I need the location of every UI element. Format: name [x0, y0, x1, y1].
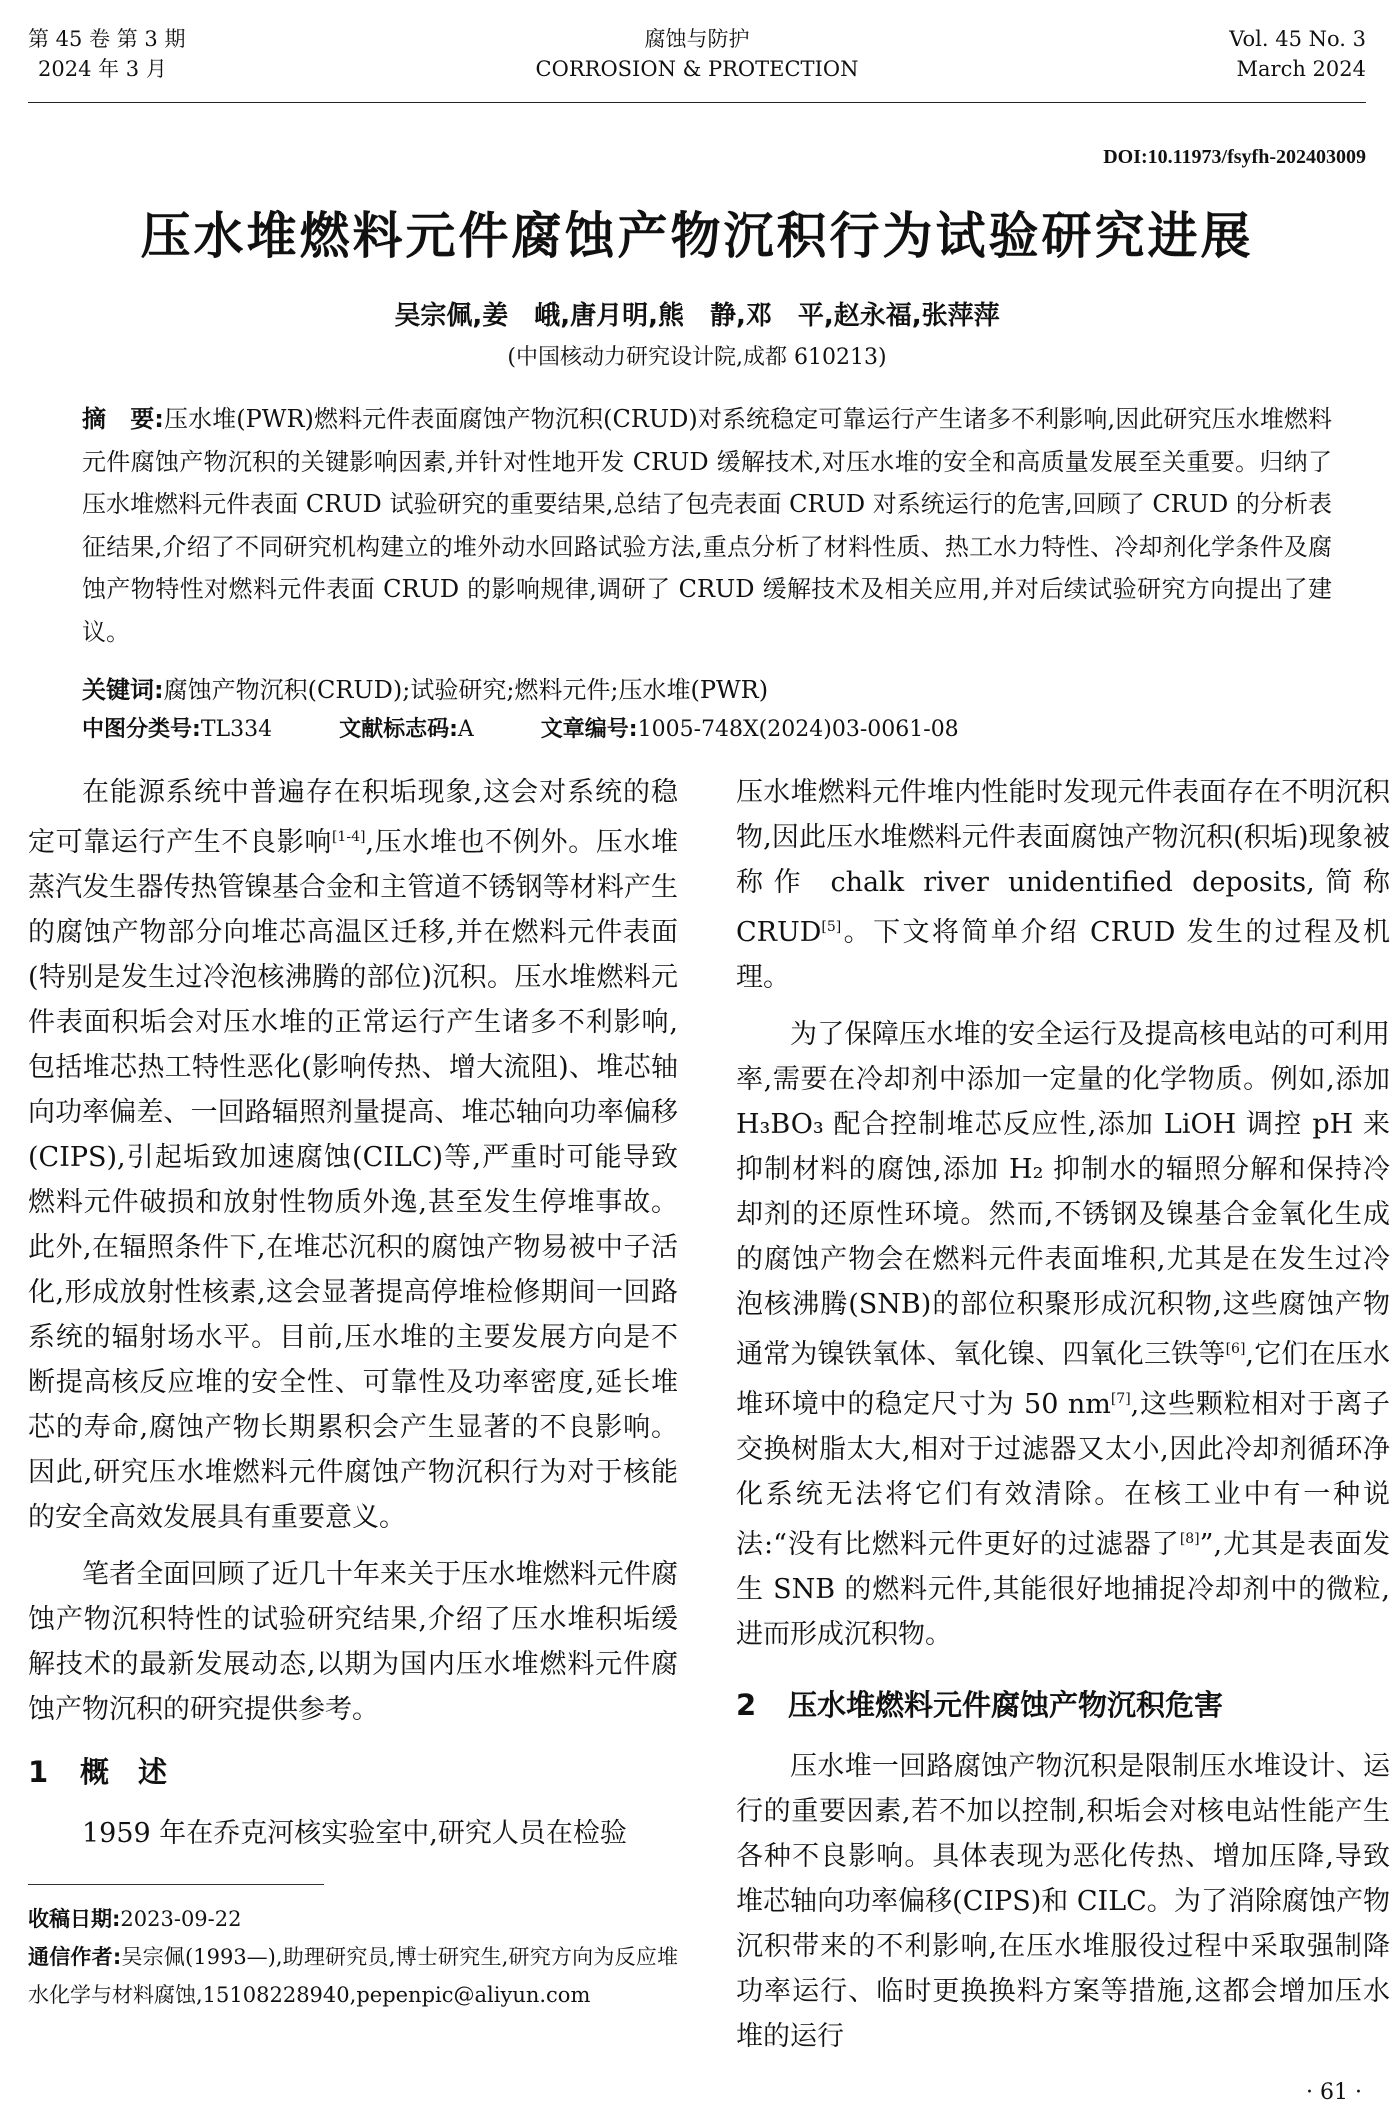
header-right-line2: March 2024 [1236, 57, 1366, 81]
keywords [82, 670, 768, 705]
paragraph [28, 1552, 678, 1732]
article-title: 压水堆燃料元件腐蚀产物沉积行为试验研究进展 [140, 207, 1254, 265]
abstract-label: 摘 要: [82, 405, 164, 433]
citation[interactable]: [1-4] [331, 829, 366, 845]
article-number-label: 文章编号: [540, 717, 638, 742]
text-run: ,它们在压水堆环境中的稳定尺寸为 50 nm [736, 1339, 1390, 1420]
text-run: 笔者全面回顾了近几十年来关于压水堆燃料元件腐蚀产物沉积特性的试验研究结果,介绍了压水堆积垢缓解技术的最新发展动态,以期为国内压水堆燃料元件腐蚀产物沉积的研究提供参考。 [28, 1559, 678, 1725]
citation[interactable]: [5] [821, 919, 842, 935]
right-column [736, 770, 1390, 2059]
journal-name [0, 24, 1394, 84]
section-heading-1 [28, 1750, 678, 1795]
classification-line [82, 712, 1332, 743]
text-run: 压水堆燃料元件堆内性能时发现元件表面存在不明沉积物,因此压水堆燃料元件表面腐蚀产物沉积(积垢)现象被称作 chalk river unidentified deposits,简称 CRUD [736, 777, 1390, 948]
received-label: 收稿日期: [28, 1907, 121, 1931]
section-title: 压水堆燃料元件腐蚀产物沉积危害 [788, 1688, 1224, 1722]
journal-volume-en [1229, 24, 1366, 84]
document-code [339, 712, 474, 743]
header-right-line1: Vol. 45 No. 3 [1229, 27, 1366, 51]
paragraph [736, 770, 1390, 1000]
text-run: 在能源系统中普遍存在积垢现象,这会对系统的稳定可靠运行产生不良影响 [28, 777, 678, 858]
paragraph [736, 1012, 1390, 1657]
section-number: 1 [28, 1755, 49, 1789]
text-run: 。下文将简单介绍 CRUD 发生的过程及机理。 [736, 917, 1390, 993]
keywords-label: 关键词: [82, 676, 164, 704]
footnote-rule [28, 1884, 324, 1885]
received-value: 2023-09-22 [120, 1907, 242, 1931]
citation[interactable]: [6] [1225, 1341, 1246, 1357]
received-date [28, 1900, 678, 1938]
clc-number [82, 712, 272, 743]
doc-code-label: 文献标志码: [339, 717, 458, 742]
abstract [82, 398, 1332, 653]
header-left-line1: 第 45 卷 第 3 期 [28, 27, 186, 51]
text-run: 1959 年在乔克河核实验室中,研究人员在检验 [82, 1818, 627, 1849]
keywords-text: 腐蚀产物沉积(CRUD);试验研究;燃料元件;压水堆(PWR) [163, 676, 769, 704]
authors: 吴宗佩,姜 峨,唐月明,熊 静,邓 平,赵永福,张萍萍 [394, 301, 1000, 331]
affiliation: (中国核动力研究设计院,成都 610213) [507, 345, 887, 370]
abstract-text: 压水堆(PWR)燃料元件表面腐蚀产物沉积(CRUD)对系统稳定可靠运行产生诸多不利影响,因此研究压水堆燃料元件腐蚀产物沉积的关键影响因素,并针对性地开发 CRUD 缓解技术,对压水堆的安全和高质量发展至关重要。归纳了压水堆燃料元件表面 CRUD 试验研究的重要结果,总结了包壳表面 CRUD 对系统运行的危害,回顾了 CRUD 的分析表征结果,介绍了不同研究机构建立的堆外动水回路试验方法,重点分析了材料性质、热工水力特性、冷却剂化学条件及腐蚀产物特性对燃料元件表面 CRUD 的影响规律,调研了 CRUD 缓解技术及相关应用,并对后续试验研究方向提出了建议。 [82, 405, 1332, 646]
section-number: 2 [736, 1688, 757, 1722]
corresponding-author [28, 1938, 678, 2014]
text-run: 为了保障压水堆的安全运行及提高核电站的可利用率,需要在冷却剂中添加一定量的化学物质。例如,添加 H₃BO₃ 配合控制堆芯反应性,添加 LiOH 调控 pH 来抑制材料的腐蚀,添加 H₂ 抑制水的辐照分解和保持冷却剂的还原性环境。然而,不锈钢及镍基合金氧化生成的腐蚀产物会在燃料元件表面堆积,尤其是在发生过冷泡核沸腾(SNB)的部位积聚形成沉积物,这些腐蚀产物通常为镍铁氧体、氧化镍、四氧化三铁等 [736, 1019, 1390, 1370]
footnote [28, 1900, 678, 2014]
article-number-value: 1005-748X(2024)03-0061-08 [637, 717, 959, 742]
header-left-line2: 2024 年 3 月 [38, 57, 167, 81]
clc-value: TL334 [200, 717, 273, 742]
text-run: ,压水堆也不例外。压水堆蒸汽发生器传热管镍基合金和主管道不锈钢等材料产生的腐蚀产物部分向堆芯高温区迁移,并在燃料元件表面(特别是发生过冷泡核沸腾的部位)沉积。压水堆燃料元件表面积垢会对压水堆的正常运行产生诸多不利影响,包括堆芯热工特性恶化(影响传热、增大流阻)、堆芯轴向功率偏差、一回路辐照剂量提高、堆芯轴向功率偏移(CIPS),引起垢致加速腐蚀(CILC)等,严重时可能导致燃料元件破损和放射性物质外逸,甚至发生停堆事故。此外,在辐照条件下,在堆芯沉积的腐蚀产物易被中子活化,形成放射性核素,这会显著提高停堆检修期间一回路系统的辐射场水平。目前,压水堆的主要发展方向是不断提高核反应堆的安全性、可靠性及功率密度,延长堆芯的寿命,腐蚀产物长期累积会产生显著的不良影响。因此,研究压水堆燃料元件腐蚀产物沉积行为对于核能的安全高效发展具有重要意义。 [28, 827, 678, 1533]
journal-name-en: CORROSION & PROTECTION [535, 57, 859, 81]
doi[interactable]: DOI:10.11973/fsyfh-202403009 [1103, 146, 1366, 168]
article-number [541, 712, 959, 743]
text-run: ”,尤其是表面发生 SNB 的燃料元件,其能很好地捕捉冷却剂中的微粒,进而形成沉积物。 [736, 1529, 1391, 1650]
text-run: 压水堆一回路腐蚀产物沉积是限制压水堆设计、运行的重要因素,若不加以控制,积垢会对核电站性能产生各种不良影响。具体表现为恶化传热、增加压降,导致堆芯轴向功率偏移(CIPS)和 CILC。为了消除腐蚀产物沉积带来的不利影响,在压水堆服役过程中采取强制降功率运行、临时更换换料方案等措施,这都会增加压水堆的运行 [736, 1751, 1390, 2052]
header-rule [28, 102, 1366, 103]
paragraph [736, 1744, 1390, 2059]
page-number: · 61 · [1306, 2080, 1362, 2105]
citation[interactable]: [7] [1110, 1391, 1131, 1407]
journal-name-cn: 腐蚀与防护 [644, 27, 750, 51]
doc-code-value: A [457, 717, 474, 742]
section-heading-2 [736, 1683, 1390, 1728]
section-title: 概 述 [80, 1755, 168, 1789]
paragraph [28, 1811, 678, 1856]
author-label: 通信作者: [28, 1945, 122, 1969]
author-value: 吴宗佩(1993—),助理研究员,博士研究生,研究方向为反应堆水化学与材料腐蚀,15108228940,pepenpic@aliyun.com [28, 1945, 678, 2007]
text-run: ,这些颗粒相对于离子交换树脂太大,相对于过滤器又太小,因此冷却剂循环净化系统无法将它们有效清除。在核工业中有一种说法:“没有比燃料元件更好的过滤器了 [736, 1389, 1390, 1560]
left-column [28, 770, 678, 1856]
citation[interactable]: [8] [1179, 1531, 1200, 1547]
clc-label: 中图分类号: [82, 717, 201, 742]
paragraph [28, 770, 678, 1540]
